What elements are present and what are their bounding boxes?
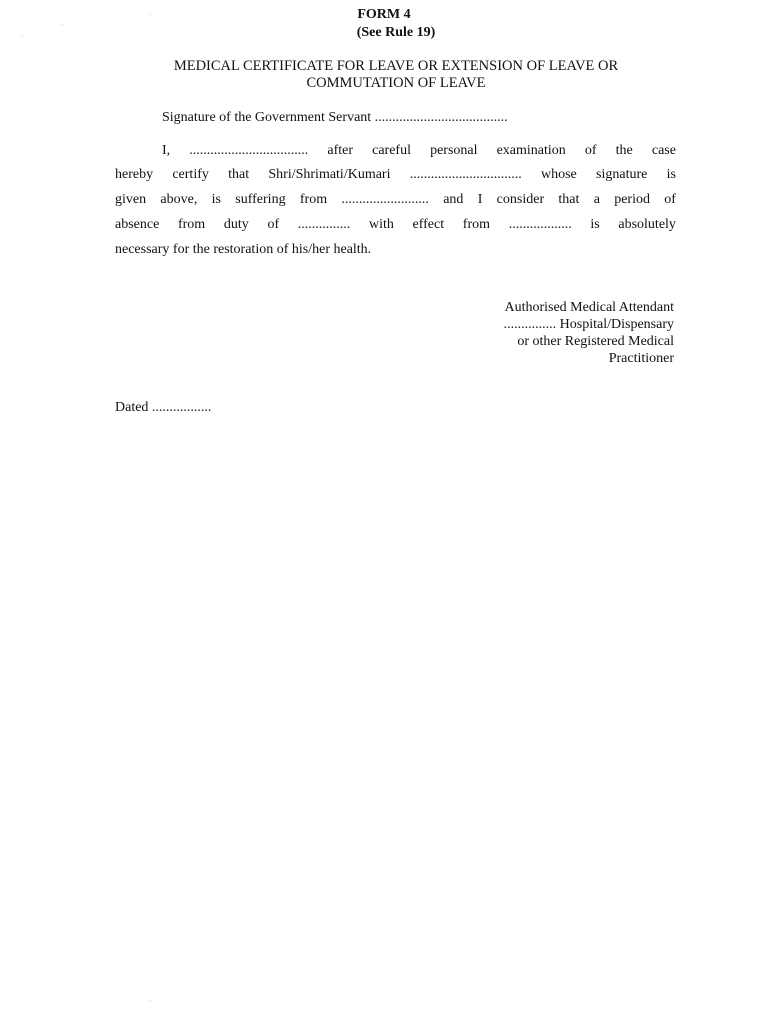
body-word: from	[177, 217, 206, 232]
body-word: from	[299, 192, 328, 207]
body-word: ................................	[409, 167, 522, 182]
body-word: of	[267, 217, 280, 232]
body-word: the	[615, 143, 633, 158]
attendant-line-1: Authorised Medical Attendant	[504, 300, 674, 315]
attendant-line-4: Practitioner	[608, 351, 674, 366]
body-word: I	[477, 192, 483, 207]
dated-line: Dated .................	[115, 400, 212, 415]
body-word: Shri/Shrimati/Kumari	[268, 167, 391, 182]
rule-reference: (See Rule 19)	[356, 25, 436, 40]
attendant-line-3: or other Registered Medical	[517, 334, 674, 349]
body-word: effect	[412, 217, 445, 232]
body-word: and	[443, 192, 464, 207]
medical-attendant-block	[504, 299, 674, 367]
body-word: ..................................	[189, 143, 309, 158]
body-word: absence	[115, 217, 160, 232]
body-word: case	[651, 143, 676, 158]
body-word: signature	[596, 167, 648, 182]
body-word: is	[590, 217, 600, 232]
body-word: suffering	[235, 192, 286, 207]
body-word: is	[211, 192, 221, 207]
body-word: personal	[430, 143, 478, 158]
body-word: given	[115, 192, 147, 207]
title-line-1: MEDICAL CERTIFICATE FOR LEAVE OR EXTENSION OF LEAVE OR	[173, 58, 619, 74]
body-word: above,	[160, 192, 198, 207]
body-word: that	[558, 192, 580, 207]
body-word: a	[593, 192, 600, 207]
body-word: is	[666, 167, 676, 182]
body-line-1	[162, 142, 676, 160]
body-line-2	[115, 166, 676, 184]
body-word: ...............	[297, 217, 351, 232]
body-line-5: necessary for the restoration of his/her health.	[115, 242, 372, 257]
scan-speck	[150, 14, 151, 15]
body-word: careful	[372, 143, 411, 158]
body-word: that	[228, 167, 250, 182]
attendant-line-2: ............... Hospital/Dispensary	[503, 317, 674, 332]
form-number: FORM 4	[357, 7, 411, 22]
certificate-title	[116, 58, 676, 92]
body-word: with	[368, 217, 394, 232]
body-word: from	[462, 217, 491, 232]
body-word: certify	[172, 167, 209, 182]
body-word: duty	[223, 217, 249, 232]
body-line-4	[115, 216, 676, 234]
body-word: period	[614, 192, 650, 207]
body-word: of	[584, 143, 597, 158]
body-word: whose	[540, 167, 577, 182]
government-servant-signature-line: Signature of the Government Servant ......................................	[162, 110, 508, 125]
body-word: hereby	[115, 167, 154, 182]
body-word: absolutely	[618, 217, 676, 232]
body-word: ..................	[508, 217, 572, 232]
body-line-3	[115, 191, 676, 209]
scan-speck	[62, 24, 63, 25]
scan-speck	[150, 1000, 151, 1001]
body-word: of	[664, 192, 676, 207]
body-word: consider	[496, 192, 545, 207]
body-word: I,	[162, 143, 171, 158]
scan-speck	[22, 36, 23, 37]
body-word: after	[327, 143, 354, 158]
body-word: examination	[496, 143, 566, 158]
title-line-2: COMMUTATION OF LEAVE	[306, 75, 486, 91]
body-word: .........................	[341, 192, 429, 207]
